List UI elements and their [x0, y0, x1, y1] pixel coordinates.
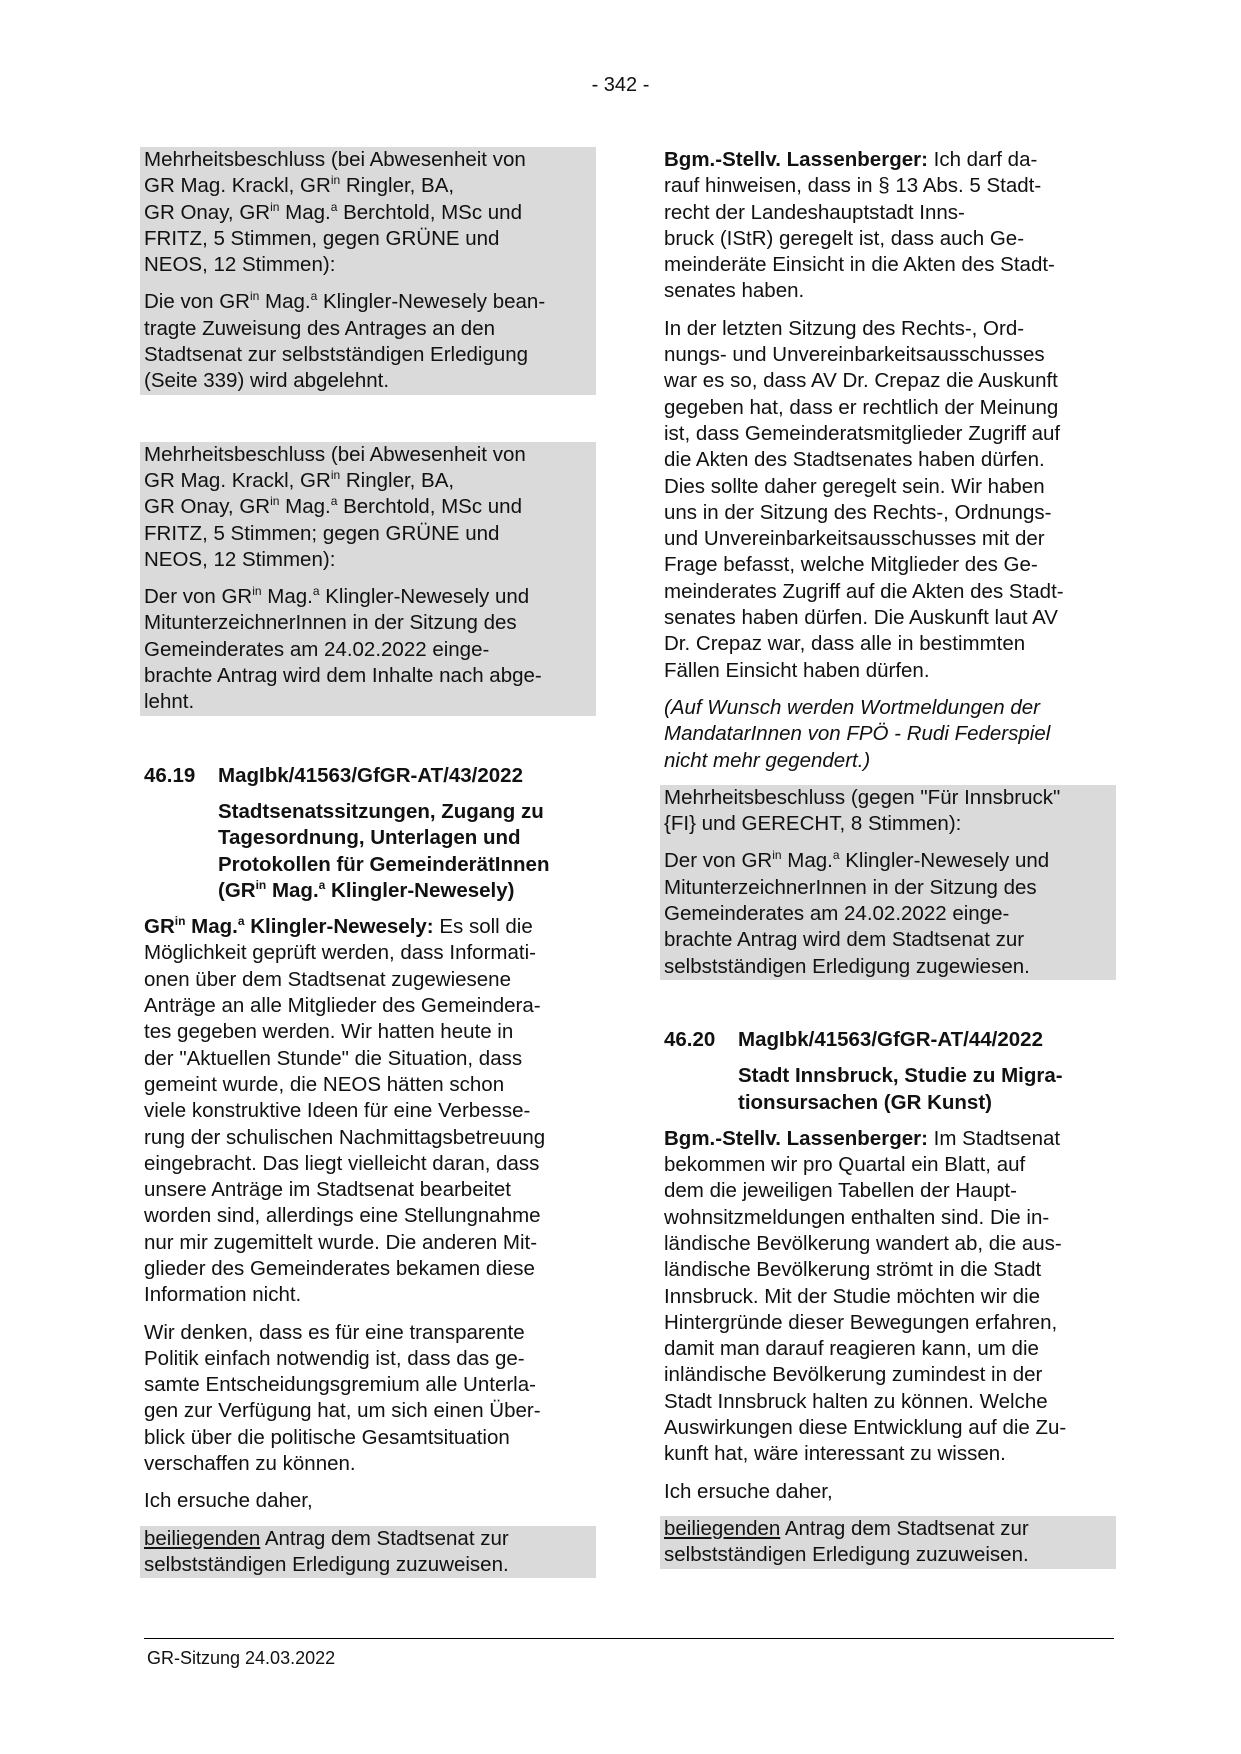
text-line: glieder des Gemeinderates bekamen diese	[144, 1256, 535, 1280]
text-line: Information nicht.	[144, 1283, 302, 1307]
text-line: MitunterzeichnerInnen in der Sitzung des	[664, 875, 1037, 899]
text-line: Mehrheitsbeschluss (gegen "Für Innsbruck"	[664, 785, 1061, 809]
text-line: beiliegenden Antrag dem Stadtsenat zur	[144, 1526, 509, 1550]
text-line: gemeint wurde, die NEOS hätten schon	[144, 1072, 505, 1096]
text-line: der "Aktuellen Stunde" die Situation, dass	[144, 1046, 523, 1070]
text-line: bekommen wir pro Quartal ein Blatt, auf	[664, 1153, 1026, 1177]
text-line: wohnsitzmeldungen enthalten sind. Die in-	[664, 1205, 1050, 1229]
right-column	[664, 147, 1112, 1569]
motion-box	[660, 1516, 1116, 1569]
text-line: rung der schulischen Nachmittagsbetreuung	[144, 1125, 546, 1149]
text-line: Wir denken, dass es für eine transparente	[144, 1320, 525, 1344]
text-line: nungs- und Unvereinbarkeitsausschusses	[664, 343, 1045, 367]
text-line: Gemeinderates am 24.02.2022 einge-	[664, 902, 1010, 926]
text-line: gegeben hat, dass er rechtlich der Meinung	[664, 395, 1059, 419]
item-code: MagIbk/41563/GfGR-AT/44/2022	[738, 1027, 1043, 1051]
text-line: Dr. Crepaz war, dass alle in bestimmten	[664, 632, 1026, 656]
decision-text	[664, 785, 1112, 838]
text-line: samte Entscheidungsgremium alle Unterla-	[144, 1373, 536, 1397]
text-line: recht der Landeshauptstadt Inns-	[664, 200, 965, 224]
text-line: Der von $GR^{in}$ Mag.$^a$ Klingler-Newesely und	[664, 848, 1050, 873]
text-line: Mehrheitsbeschluss (bei Abwesenheit von	[144, 148, 526, 171]
decision-text	[144, 442, 592, 573]
text-line: damit man darauf reagieren kann, um die	[664, 1337, 1039, 1361]
text-line: brachte Antrag wird dem Inhalte nach abge-	[144, 664, 542, 688]
text-line: selbstständigen Erledigung zuzuweisen.	[664, 1543, 1029, 1567]
text-line: NEOS, 12 Stimmen):	[144, 547, 336, 571]
item-heading	[664, 1027, 1112, 1053]
decision-box	[660, 785, 1116, 980]
text-line: Politik einfach notwendig ist, dass das ge-	[144, 1346, 525, 1370]
item-title	[738, 1063, 1112, 1116]
text-line: (Auf Wunsch werden Wortmeldungen der	[664, 695, 1041, 719]
speech-paragraph	[664, 147, 1112, 305]
text-line: tionsursachen (GR Kunst)	[738, 1090, 992, 1114]
text-line: GR Mag. Krackl, $GR^{in}$ Ringler, BA,	[144, 173, 455, 198]
text-line: blick über die politische Gesamtsituation	[144, 1425, 510, 1449]
item-number: 46.20	[664, 1027, 716, 1051]
text-line: GR Onay, $GR^{in}$ Mag.$^a$ Berchtold, MSc und	[144, 494, 522, 519]
text-line: rauf hinweisen, dass in § 13 Abs. 5 Stadt-	[664, 174, 1042, 198]
text-line: Gemeinderates am 24.02.2022 einge-	[144, 637, 490, 661]
text-line: Frage befasst, welche Mitglieder des Ge-	[664, 553, 1038, 577]
request-text: Ich ersuche daher,	[664, 1479, 833, 1503]
text-line: GR Onay, $GR^{in}$ Mag.$^a$ Berchtold, MSc und	[144, 199, 522, 224]
text-line: Fällen Einsicht haben dürfen.	[664, 658, 930, 682]
left-column	[144, 147, 592, 1578]
text-line: senates haben.	[664, 279, 805, 303]
text-line: Dies sollte daher geregelt sein. Wir haben	[664, 474, 1045, 498]
decision-result	[664, 848, 1112, 979]
text-line: worden sind, allerdings eine Stellungnahme	[144, 1204, 541, 1228]
text-line: selbstständigen Erledigung zuzuweisen.	[144, 1552, 509, 1576]
text-line: Innsbruck. Mit der Studie möchten wir die	[664, 1284, 1040, 1308]
text-line: meinderäte Einsicht in die Akten des Stadt-	[664, 253, 1055, 277]
speech-paragraph	[144, 914, 592, 1308]
decision-box	[140, 442, 596, 716]
motion-box	[140, 1526, 596, 1579]
text-line: eingebracht. Das liegt vielleicht daran, dass	[144, 1151, 540, 1175]
text-line: und Unvereinbarkeitsausschusses mit der	[664, 527, 1045, 551]
text-line: FRITZ, 5 Stimmen; gegen GRÜNE und	[144, 521, 500, 545]
text-line: ist, dass Gemeinderatsmitglieder Zugriff auf	[664, 421, 1061, 445]
footer-divider	[144, 1638, 1114, 1639]
text-line: kunft hat, wäre interessant zu wissen.	[664, 1442, 1006, 1466]
item-heading	[144, 763, 592, 789]
text-line: ländische Bevölkerung strömt in die Stadt	[664, 1258, 1042, 1282]
text-line: MandatarInnen von FPÖ - Rudi Federspiel	[664, 722, 1051, 746]
page-number: - 342 -	[591, 74, 650, 96]
text-line: tragte Zuweisung des Antrages an den	[144, 316, 496, 340]
text-line: selbstständigen Erledigung zugewiesen.	[664, 954, 1030, 978]
text-line: nicht mehr gegendert.)	[664, 748, 871, 772]
text-line: die Akten des Stadtsenates haben dürfen.	[664, 448, 1045, 472]
speech-paragraph	[664, 1126, 1112, 1468]
decision-result	[144, 289, 592, 394]
decision-result	[144, 584, 592, 715]
text-line: Die von $GR^{in}$ Mag.$^a$ Klingler-Newesely bean-	[144, 289, 546, 314]
text-line: Tagesordnung, Unterlagen und	[218, 826, 521, 850]
text-line: ($GR^{in}$ Mag.$^a$ Klingler-Newesely)	[218, 877, 515, 902]
text-line: bruck (IStR) geregelt ist, dass auch Ge-	[664, 226, 1025, 250]
text-line: dem die jeweiligen Tabellen der Haupt-	[664, 1179, 1017, 1203]
text-line: Stadt Innsbruck, Studie zu Migra-	[738, 1064, 1063, 1088]
text-line: beiliegenden Antrag dem Stadtsenat zur	[664, 1516, 1029, 1540]
text-line: {FI} und GERECHT, 8 Stimmen):	[664, 812, 962, 836]
decision-text	[144, 147, 592, 278]
decision-box	[140, 147, 596, 395]
speech-paragraph	[664, 316, 1112, 684]
text-line: Stadtsenat zur selbstständigen Erledigung	[144, 343, 529, 367]
text-line: meinderates Zugriff auf die Akten des Stadt-	[664, 579, 1064, 603]
text-line: $GR^{in}$ Mag.$^a$ Klingler-Newesely: Es soll die	[144, 914, 533, 939]
text-line: Bgm.-Stellv. Lassenberger: Ich darf da-	[664, 148, 1038, 171]
text-line: viele konstruktive Ideen für eine Verbesse-	[144, 1099, 531, 1123]
text-line: tes gegeben werden. Wir hatten heute in	[144, 1020, 514, 1044]
text-line: Protokollen für GemeinderätInnen	[218, 852, 550, 876]
text-line: Mehrheitsbeschluss (bei Abwesenheit von	[144, 442, 526, 466]
motion-text	[144, 1526, 592, 1579]
text-line: unsere Anträge im Stadtsenat bearbeitet	[144, 1178, 511, 1202]
text-line: MitunterzeichnerInnen in der Sitzung des	[144, 611, 517, 635]
text-line: war es so, dass AV Dr. Crepaz die Auskunft	[664, 369, 1058, 393]
text-line: ländische Bevölkerung wandert ab, die aus-	[664, 1231, 1062, 1255]
text-line: verschaffen zu können.	[144, 1452, 356, 1476]
text-line: senates haben dürfen. Die Auskunft laut AV	[664, 606, 1058, 630]
speech-paragraph	[144, 1320, 592, 1478]
text-line: onen über dem Stadtsenat zugewiesene	[144, 967, 511, 991]
text-line: In der letzten Sitzung des Rechts-, Ord-	[664, 316, 1025, 340]
text-line: Hintergründe dieser Bewegungen erfahren,	[664, 1310, 1058, 1334]
request-text: Ich ersuche daher,	[144, 1489, 313, 1513]
text-line: NEOS, 12 Stimmen):	[144, 253, 336, 277]
text-line: Stadtsenatssitzungen, Zugang zu	[218, 799, 544, 823]
text-line: brachte Antrag wird dem Stadtsenat zur	[664, 928, 1025, 952]
text-line: FRITZ, 5 Stimmen, gegen GRÜNE und	[144, 226, 500, 250]
item-title	[218, 799, 592, 904]
text-line: Auswirkungen diese Entwicklung auf die Zu-	[664, 1416, 1067, 1440]
item-code: MagIbk/41563/GfGR-AT/43/2022	[218, 763, 523, 787]
editorial-note	[664, 695, 1112, 774]
text-line: Möglichkeit geprüft werden, dass Informati-	[144, 941, 536, 965]
text-line: Bgm.-Stellv. Lassenberger: Im Stadtsenat	[664, 1126, 1061, 1150]
text-line: Der von $GR^{in}$ Mag.$^a$ Klingler-Newesely und	[144, 584, 530, 609]
text-line: nur mir zugemittelt wurde. Die anderen Mit-	[144, 1230, 538, 1254]
text-line: uns in der Sitzung des Rechts-, Ordnungs-	[664, 500, 1052, 524]
text-line: lehnt.	[144, 690, 195, 714]
text-line: Anträge an alle Mitglieder des Gemeindera-	[144, 994, 541, 1018]
text-line: GR Mag. Krackl, $GR^{in}$ Ringler, BA,	[144, 467, 455, 492]
text-line: (Seite 339) wird abgelehnt.	[144, 369, 390, 393]
footer-text: GR-Sitzung 24.03.2022	[147, 1648, 336, 1668]
text-line: inländische Bevölkerung zumindest in der	[664, 1363, 1043, 1387]
text-line: Stadt Innsbruck halten zu können. Welche	[664, 1389, 1048, 1413]
item-number: 46.19	[144, 763, 196, 787]
text-line: gen zur Verfügung hat, um sich einen Über-	[144, 1399, 541, 1423]
motion-text	[664, 1516, 1112, 1569]
